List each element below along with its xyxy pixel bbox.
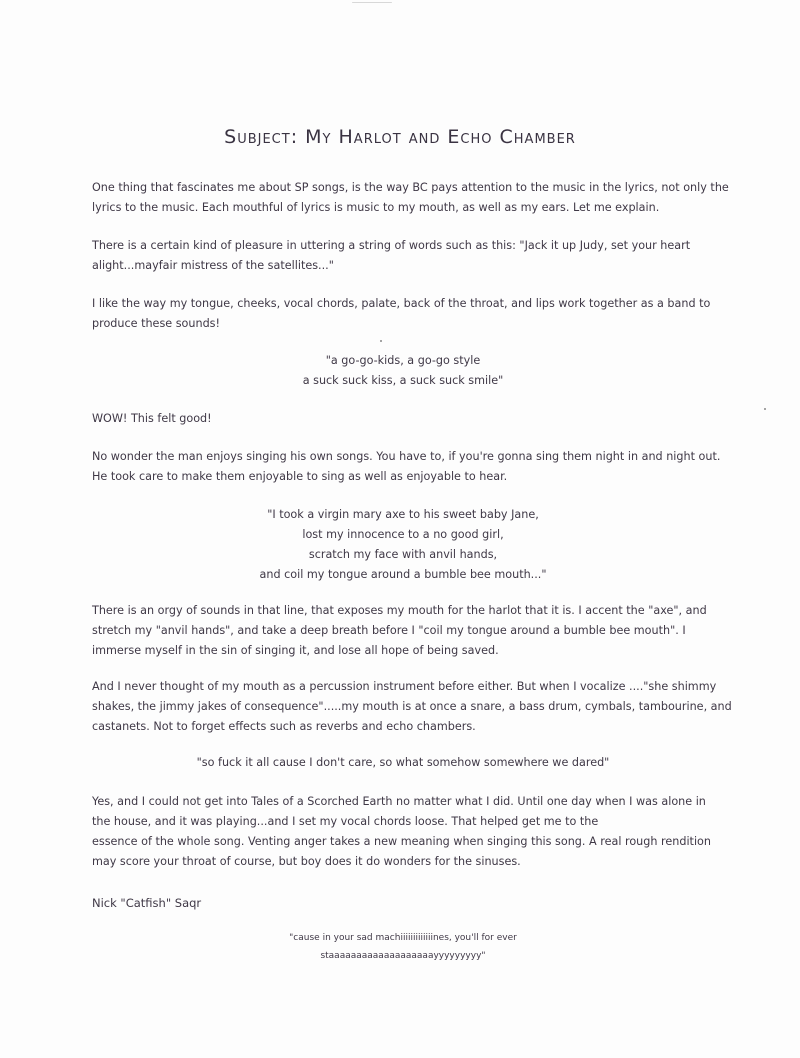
text-line: the house, and it was playing...and I set my vocal chords loose. That helped get me to the bbox=[92, 815, 599, 828]
quote-line: a suck suck kiss, a suck suck smile" bbox=[302, 374, 504, 387]
closing-quote bbox=[92, 929, 714, 965]
lyric-quote-2 bbox=[92, 505, 714, 585]
quote-line: "so fuck it all cause I don't care, so what somehow somewhere we dared" bbox=[196, 756, 610, 769]
paragraph-singing bbox=[92, 447, 721, 487]
text-line: lyrics to the music. Each mouthful of lyrics is music to my mouth, as well as my ears. Let me explain. bbox=[92, 201, 660, 214]
text-line: There is an orgy of sounds in that line, that exposes my mouth for the harlot that it is. I accent the "axe", and bbox=[92, 604, 707, 617]
text-line: There is a certain kind of pleasure in uttering a string of words such as this: "Jack it up Judy, set your heart bbox=[92, 239, 691, 252]
quote-line: "cause in your sad machiiiiiiiiiiiiines, you'll for ever bbox=[289, 933, 517, 943]
paragraph-band bbox=[92, 294, 714, 334]
quote-line: "I took a virgin mary axe to his sweet baby Jane, bbox=[267, 508, 539, 521]
text-line: Yes, and I could not get into Tales of a Scorched Earth no matter what I did. Until one day when I was alone in bbox=[92, 795, 706, 808]
lyric-quote-3 bbox=[92, 753, 714, 773]
quote-line: and coil my tongue around a bumble bee mouth..." bbox=[259, 568, 547, 581]
scan-mark bbox=[352, 2, 392, 3]
text-line: immerse myself in the sin of singing it, and lose all hope of being saved. bbox=[92, 644, 499, 657]
text-line: essence of the whole song. Venting anger takes a new meaning when singing this song. A real rough rendition bbox=[92, 835, 711, 848]
page-title: Subject: My Harlot and Echo Chamber bbox=[224, 126, 576, 148]
quote-line: "a go-go-kids, a go-go style bbox=[325, 354, 481, 367]
author-signature: Nick "Catfish" Saqr bbox=[92, 896, 202, 910]
paragraph-orgy bbox=[92, 601, 714, 661]
text-line: alight...mayfair mistress of the satellites..." bbox=[92, 259, 334, 272]
scan-speck bbox=[380, 340, 382, 342]
paragraph-wow bbox=[92, 409, 714, 429]
quote-line: scratch my face with anvil hands, bbox=[308, 548, 498, 561]
lyric-quote-1 bbox=[92, 351, 714, 391]
paragraph-tales bbox=[92, 792, 714, 872]
text-line: shakes, the jimmy jakes of consequence".....my mouth is at once a snare, a bass drum, cymbals, tambourine, and bbox=[92, 700, 732, 713]
text-line: castanets. Not to forget effects such as reverbs and echo chambers. bbox=[92, 720, 476, 733]
text-line: One thing that fascinates me about SP songs, is the way BC pays attention to the music in the lyrics, not only the bbox=[92, 181, 729, 194]
text-line: And I never thought of my mouth as a percussion instrument before either. But when I vocalize ...."she shimmy bbox=[92, 680, 717, 693]
quote-line: staaaaaaaaaaaaaaaaaaayyyyyyyyy" bbox=[320, 951, 486, 961]
text-line: WOW! This felt good! bbox=[92, 412, 212, 425]
text-line: He took care to make them enjoyable to sing as well as enjoyable to hear. bbox=[92, 470, 508, 483]
text-line: may score your throat of course, but boy does it do wonders for the sinuses. bbox=[92, 855, 521, 868]
paragraph-intro bbox=[92, 178, 729, 218]
quote-line: lost my innocence to a no good girl, bbox=[302, 528, 504, 541]
text-line: produce these sounds! bbox=[92, 317, 220, 330]
text-line: I like the way my tongue, cheeks, vocal chords, palate, back of the throat, and lips work together as a band to bbox=[92, 297, 711, 310]
paragraph-pleasure bbox=[92, 236, 714, 276]
text-line: stretch my "anvil hands", and take a deep breath before I "coil my tongue around a bumble bee mouth". I bbox=[92, 624, 686, 637]
paragraph-percussion bbox=[92, 677, 732, 737]
scan-speck bbox=[764, 408, 766, 410]
text-line: No wonder the man enjoys singing his own songs. You have to, if you're gonna sing them night in and night out. bbox=[92, 450, 721, 463]
